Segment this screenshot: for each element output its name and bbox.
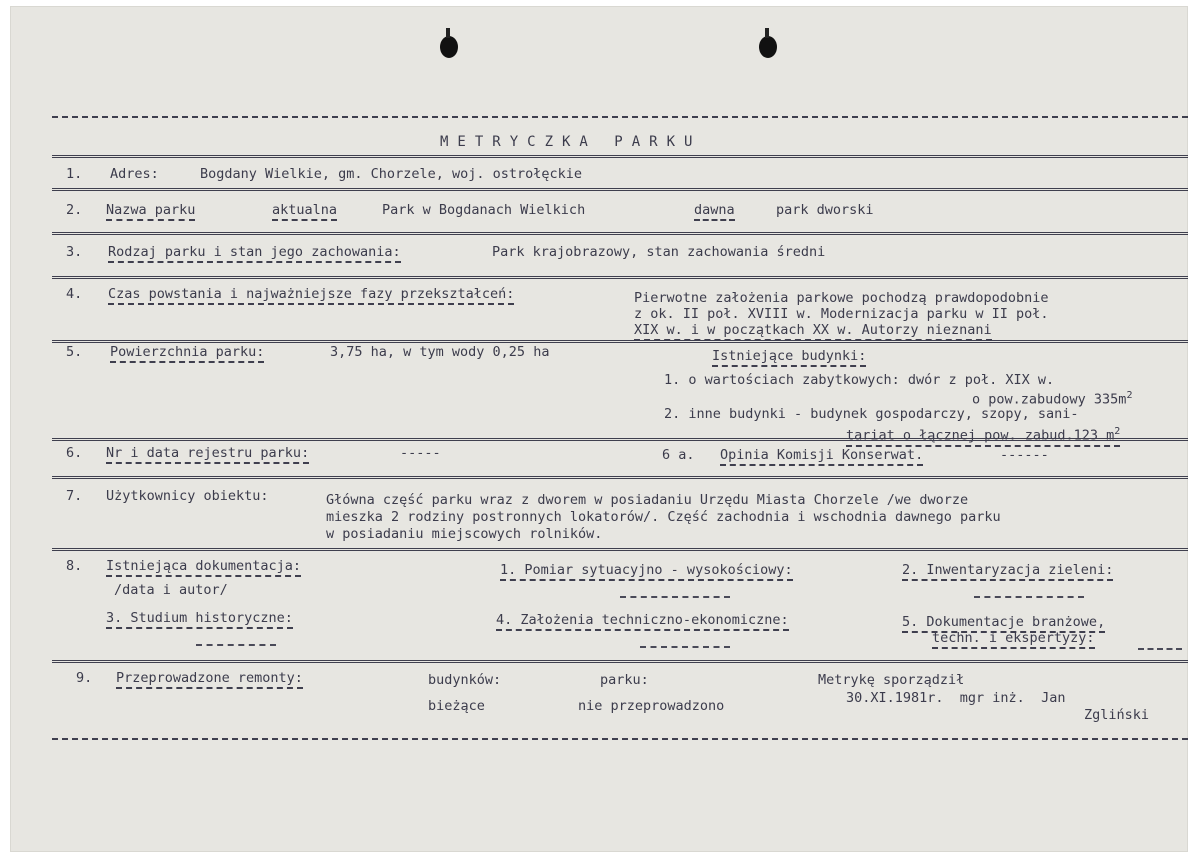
row-2-label: Nazwa parku bbox=[106, 202, 195, 221]
row-3-label: Rodzaj parku i stan jego zachowania: bbox=[108, 244, 401, 263]
row-1-value: Bogdany Wielkie, gm. Chorzele, woj. ostrołęckie bbox=[200, 166, 583, 182]
documentation-item-2: 2. Inwentaryzacja zieleni: bbox=[902, 562, 1113, 581]
row-4-number: 4. bbox=[66, 286, 83, 302]
existing-buildings-label: Istniejące budynki: bbox=[712, 348, 866, 367]
row-6a-label: Opinia Komisji Konserwat. bbox=[720, 447, 923, 466]
row-7-line-2: mieszka 2 rodziny postronnych lokatorów/. Część zachodnia i wschodnia dawnego parku bbox=[326, 509, 1001, 525]
building-1-line-2: o pow.zabudowy $335m^2$ bbox=[972, 390, 1133, 408]
author-line-2: 30.XI.1981r. mgr inż. Jan bbox=[846, 690, 1066, 706]
row-6-value: ----- bbox=[400, 445, 441, 461]
building-1-line-1: 1. o wartościach zabytkowych: dwór z poł. XIX w. bbox=[664, 372, 1055, 388]
row-7-line-1: Główna część parku wraz z dworem w posiadaniu Urzędu Miasta Chorzele /we dworze bbox=[326, 492, 969, 508]
row-5-value: 3,75 ha, w tym wody 0,25 ha bbox=[330, 344, 550, 360]
divider bbox=[52, 738, 1188, 740]
row-6a-value: ------ bbox=[1000, 447, 1049, 463]
author-line-1: Metrykę sporządził bbox=[818, 672, 965, 688]
row-7-label: Użytkownicy obiektu: bbox=[106, 488, 269, 504]
documentation-item-3-value bbox=[196, 644, 276, 646]
punch-hole-right bbox=[759, 36, 777, 58]
documentation-item-1: 1. Pomiar sytuacyjno - wysokościowy: bbox=[500, 562, 793, 581]
divider bbox=[52, 116, 1188, 118]
row-9-number: 9. bbox=[76, 670, 93, 686]
row-4-label: Czas powstania i najważniejsze fazy przekształceń: bbox=[108, 286, 514, 305]
author-line-3: Zgliński bbox=[1084, 707, 1150, 723]
divider bbox=[52, 188, 1188, 191]
documentation-item-3: 3. Studium historyczne: bbox=[106, 610, 293, 629]
documentation-item-5-line-1: 5. Dokumentacje branżowe, bbox=[902, 614, 1105, 633]
row-1-label: Adres: bbox=[110, 166, 159, 182]
repairs-buildings-value: bieżące bbox=[428, 698, 485, 714]
row-3-number: 3. bbox=[66, 244, 83, 260]
row-8-sublabel: /data i autor/ bbox=[114, 582, 228, 598]
documentation-item-2-value bbox=[974, 596, 1084, 598]
row-8-number: 8. bbox=[66, 558, 83, 574]
row-2-old-label: dawna bbox=[694, 202, 735, 221]
row-5-label: Powierzchnia parku: bbox=[110, 344, 264, 363]
row-4-line-2: z ok. II poł. XVIII w. Modernizacja parku w II poł. bbox=[634, 306, 1049, 322]
documentation-item-1-value bbox=[620, 596, 730, 598]
repairs-park-value: nie przeprowadzono bbox=[578, 698, 725, 714]
row-7-number: 7. bbox=[66, 488, 83, 504]
row-8-label: Istniejąca dokumentacja: bbox=[106, 558, 301, 577]
divider bbox=[52, 548, 1188, 551]
documentation-item-5-value bbox=[1138, 648, 1182, 650]
row-2-number: 2. bbox=[66, 202, 83, 218]
row-1-number: 1. bbox=[66, 166, 83, 182]
row-9-label: Przeprowadzone remonty: bbox=[116, 670, 303, 689]
divider bbox=[52, 660, 1188, 663]
documentation-item-4: 4. Założenia techniczno-ekonomiczne: bbox=[496, 612, 789, 631]
documentation-item-4-value bbox=[640, 646, 730, 648]
row-7-line-3: w posiadaniu miejscowych rolników. bbox=[326, 526, 603, 542]
divider bbox=[52, 232, 1188, 235]
row-5-number: 5. bbox=[66, 344, 83, 360]
row-6-label: Nr i data rejestru parku: bbox=[106, 445, 309, 464]
row-4-line-3: XIX w. i w początkach XX w. Autorzy nieznani bbox=[634, 322, 992, 341]
row-6-number: 6. bbox=[66, 445, 83, 461]
divider bbox=[52, 155, 1188, 158]
divider bbox=[52, 340, 1188, 343]
building-2-line-1: 2. inne budynki - budynek gospodarczy, szopy, sani- bbox=[664, 406, 1079, 422]
building-2-line-2: tariat o łącznej pow. zabud.123 $m^2$ bbox=[846, 424, 1120, 447]
row-2-old-value: park dworski bbox=[776, 202, 874, 218]
punch-hole-left bbox=[440, 36, 458, 58]
divider bbox=[52, 438, 1188, 441]
row-2-current-label: aktualna bbox=[272, 202, 337, 221]
repairs-park-label: parku: bbox=[600, 672, 649, 688]
repairs-buildings-label: budynków: bbox=[428, 672, 502, 688]
divider bbox=[52, 476, 1188, 479]
row-2-current-value: Park w Bogdanach Wielkich bbox=[382, 202, 586, 218]
documentation-item-5-line-2: techn. i ekspertyzy: bbox=[932, 630, 1095, 649]
page-title: METRYCZKA PARKU bbox=[440, 134, 702, 150]
row-6a-number: 6 a. bbox=[662, 447, 695, 463]
row-3-value: Park krajobrazowy, stan zachowania średni bbox=[492, 244, 826, 260]
divider bbox=[52, 276, 1188, 279]
row-4-line-1: Pierwotne założenia parkowe pochodzą prawdopodobnie bbox=[634, 290, 1049, 306]
